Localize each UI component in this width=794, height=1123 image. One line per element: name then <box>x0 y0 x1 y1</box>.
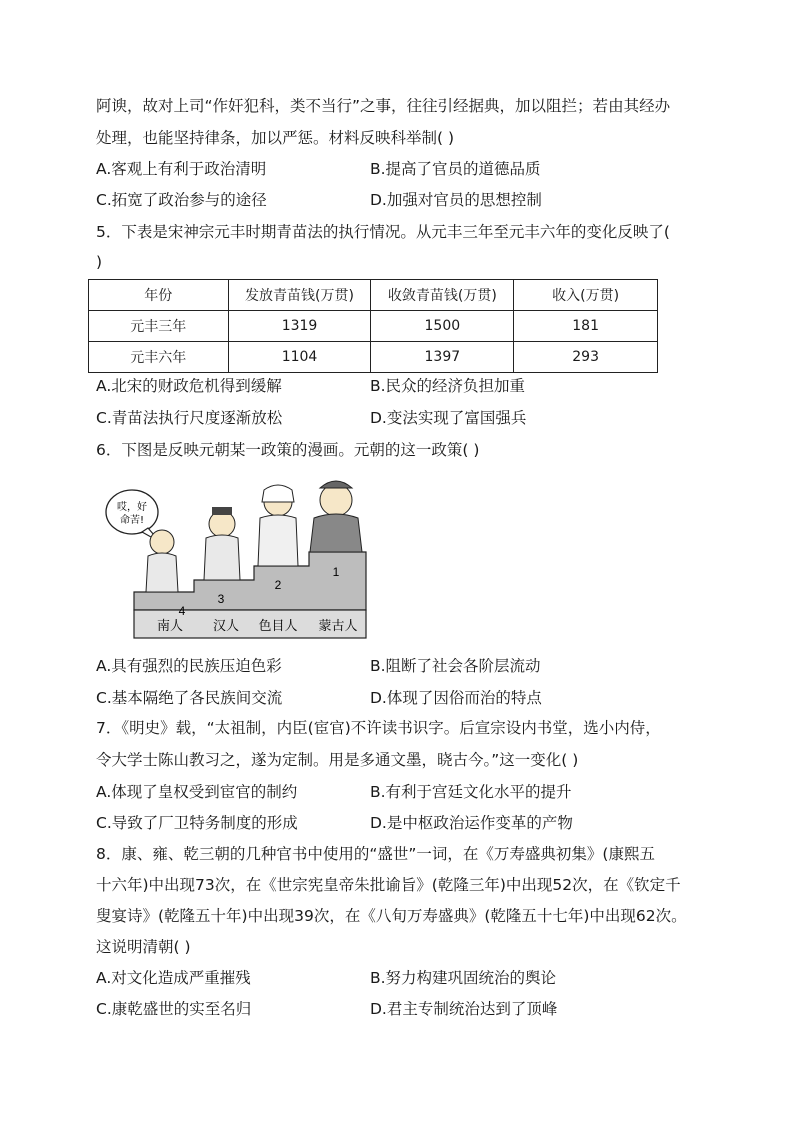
label-nanren: 南人 <box>156 619 184 634</box>
q6-option-b[interactable]: B.阻断了社会各阶层流动 <box>370 657 541 675</box>
qingmiao-table <box>88 279 658 373</box>
label-hanren: 汉人 <box>212 619 240 634</box>
q8-option-c[interactable]: C.康乾盛世的实至名归 <box>96 1000 252 1018</box>
table-row <box>89 342 658 373</box>
q8-option-b[interactable]: B.努力构建巩固统治的舆论 <box>370 969 557 987</box>
q4-stem-line1: 阿谀，故对上司“作奸犯科，类不当行”之事，往往引经据典，加以阻拦；若由其经办 <box>96 97 671 115</box>
q6-stem-line1: 6．下图是反映元朝某一政策的漫画。元朝的这一政策( ) <box>96 441 480 459</box>
label-mengguren: 蒙古人 <box>318 619 358 634</box>
table-cell: 1397 <box>371 342 514 373</box>
step-number-3: 3 <box>217 592 225 606</box>
q7-option-b[interactable]: B.有利于宫廷文化水平的提升 <box>370 783 572 801</box>
figure-mengguren <box>310 481 362 552</box>
label-semuren: 色目人 <box>258 619 298 634</box>
q5-option-a[interactable]: A.北宋的财政危机得到缓解 <box>96 377 282 395</box>
table-header-row <box>89 280 658 311</box>
q7-stem-line1: 7．《明史》载，“太祖制，内臣(宦官)不许读书识字。后宣宗设内书堂，选小内侍， <box>96 719 661 737</box>
figure-hanren <box>204 507 240 580</box>
q7-option-c[interactable]: C.导致了厂卫特务制度的形成 <box>96 814 298 832</box>
q4-option-a[interactable]: A.客观上有利于政治清明 <box>96 160 267 178</box>
q8-stem-line2: 十六年)中出现73次，在《世宗宪皇帝朱批谕旨》(乾隆三年)中出现52次，在《钦定千 <box>96 876 681 894</box>
step-number-2: 2 <box>274 578 282 592</box>
table-cell: 1319 <box>228 311 371 342</box>
q8-option-a[interactable]: A.对文化造成严重摧残 <box>96 969 251 987</box>
figure-nanren <box>146 530 178 592</box>
q8-stem-line1: 8．康、雍、乾三朝的几种官书中使用的“盛世”一词，在《万寿盛典初集》(康熙五 <box>96 845 655 863</box>
q5-stem-line2: ) <box>96 253 103 271</box>
q8-stem-line3: 叟宴诗》(乾隆五十年)中出现39次，在《八旬万寿盛典》(乾隆五十七年)中出现62次。 <box>96 907 687 925</box>
step-number-4: 4 <box>178 604 186 618</box>
cartoon-illustration <box>104 472 372 640</box>
q4-option-d[interactable]: D.加强对官员的思想控制 <box>370 191 542 209</box>
table-row <box>89 311 658 342</box>
figure-semuren <box>258 485 298 566</box>
q5-option-b[interactable]: B.民众的经济负担加重 <box>370 377 526 395</box>
table-cell: 元丰六年 <box>89 342 229 373</box>
table-cell: 元丰三年 <box>89 311 229 342</box>
q7-stem-line2: 令大学士陈山教习之，遂为定制。用是多通文墨，晓古今。”这一变化( ) <box>96 751 579 769</box>
q5-option-d[interactable]: D.变法实现了富国强兵 <box>370 409 527 427</box>
q4-stem-line2: 处理，也能坚持律条，加以严惩。材料反映科举制( ) <box>96 129 455 147</box>
table-cell: 1500 <box>371 311 514 342</box>
q6-option-c[interactable]: C.基本隔绝了各民族间交流 <box>96 689 283 707</box>
step-number-1: 1 <box>332 565 340 579</box>
table-cell: 1104 <box>228 342 371 373</box>
table-header-cell: 发放青苗钱(万贯) <box>228 280 371 311</box>
q7-option-a[interactable]: A.体现了皇权受到宦官的制约 <box>96 783 298 801</box>
q6-option-a[interactable]: A.具有强烈的民族压迫色彩 <box>96 657 282 675</box>
q5-stem-line1: 5．下表是宋神宗元丰时期青苗法的执行情况。从元丰三年至元丰六年的变化反映了( <box>96 223 670 241</box>
table-header-cell: 收敛青苗钱(万贯) <box>371 280 514 311</box>
table-cell: 293 <box>514 342 658 373</box>
table-cell: 181 <box>514 311 658 342</box>
q5-option-c[interactable]: C.青苗法执行尺度逐渐放松 <box>96 409 283 427</box>
speech-text-line2: 命苦! <box>119 515 145 526</box>
q8-option-d[interactable]: D.君主专制统治达到了顶峰 <box>370 1000 558 1018</box>
table-header-cell: 年份 <box>89 280 229 311</box>
q8-stem-line4: 这说明清朝( ) <box>96 938 191 956</box>
q6-option-d[interactable]: D.体现了因俗而治的特点 <box>370 689 542 707</box>
q7-option-d[interactable]: D.是中枢政治运作变革的产物 <box>370 814 573 832</box>
q4-option-c[interactable]: C.拓宽了政治参与的途径 <box>96 191 267 209</box>
table-header-cell: 收入(万贯) <box>514 280 658 311</box>
speech-text-line1: 哎，好 <box>117 502 147 513</box>
q4-option-b[interactable]: B.提高了官员的道德品质 <box>370 160 541 178</box>
